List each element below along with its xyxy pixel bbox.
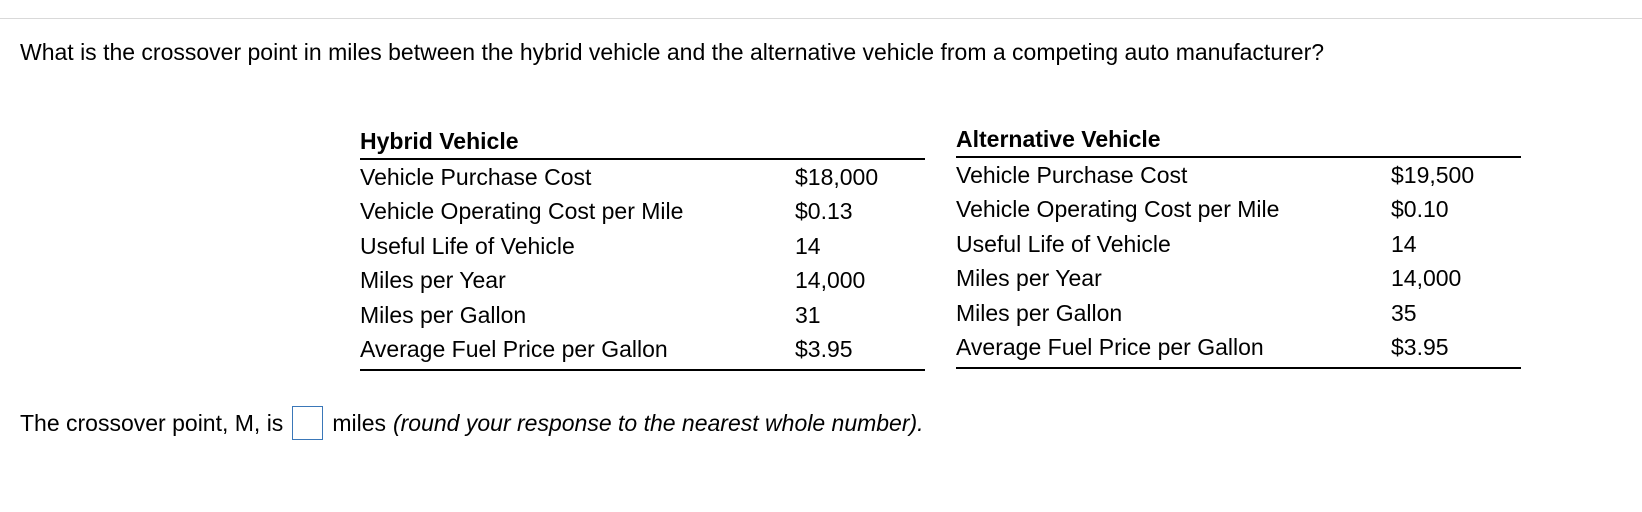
row-value: 14 (795, 232, 821, 259)
top-divider (0, 18, 1642, 19)
row-value: $3.95 (1391, 334, 1449, 361)
hybrid-vehicle-table (360, 126, 925, 371)
table-row (956, 193, 1521, 228)
row-label: Miles per Gallon (956, 299, 1123, 326)
row-label: Vehicle Operating Cost per Mile (956, 196, 1280, 223)
row-value: 14 (1391, 230, 1417, 257)
table-row (360, 333, 925, 370)
row-value: 14,000 (795, 267, 866, 294)
table-row (956, 227, 1521, 262)
row-value: $19,500 (1391, 161, 1475, 188)
row-label: Vehicle Purchase Cost (956, 161, 1188, 188)
table-row (956, 296, 1521, 331)
row-label: Average Fuel Price per Gallon (360, 336, 668, 363)
row-value: $0.10 (1391, 196, 1449, 223)
row-value: $0.13 (795, 198, 853, 225)
hybrid-table-rows (360, 160, 925, 371)
answer-line (20, 404, 924, 442)
table-row (360, 298, 925, 333)
table-row (956, 158, 1521, 193)
table-row (360, 229, 925, 264)
row-label: Miles per Year (360, 267, 506, 294)
row-label: Useful Life of Vehicle (956, 230, 1171, 257)
alternative-table-rows (956, 158, 1521, 369)
row-value: 31 (795, 301, 821, 328)
row-label: Useful Life of Vehicle (360, 232, 575, 259)
table-row (360, 160, 925, 195)
table-row (956, 331, 1521, 368)
answer-input[interactable] (292, 406, 323, 440)
row-label: Vehicle Purchase Cost (360, 163, 592, 190)
row-value: 35 (1391, 299, 1417, 326)
hybrid-table-title: Hybrid Vehicle (360, 126, 925, 160)
row-label: Miles per Gallon (360, 301, 527, 328)
table-row (360, 195, 925, 230)
row-label: Vehicle Operating Cost per Mile (360, 198, 684, 225)
row-value: $18,000 (795, 163, 879, 190)
table-row (956, 262, 1521, 297)
answer-unit: miles (332, 409, 386, 436)
row-label: Miles per Year (956, 265, 1102, 292)
alternative-table-title: Alternative Vehicle (956, 124, 1521, 158)
row-label: Average Fuel Price per Gallon (956, 334, 1264, 361)
row-value: 14,000 (1391, 265, 1462, 292)
answer-prefix: The crossover point, M, is (20, 409, 284, 436)
alternative-vehicle-table (956, 124, 1521, 369)
rounding-hint: (round your response to the nearest whole number). (392, 409, 924, 436)
row-value: $3.95 (795, 336, 853, 363)
table-row (360, 264, 925, 299)
question-text: What is the crossover point in miles between the hybrid vehicle and the alternative vehicle from a competing auto manufacturer? (20, 39, 1325, 65)
